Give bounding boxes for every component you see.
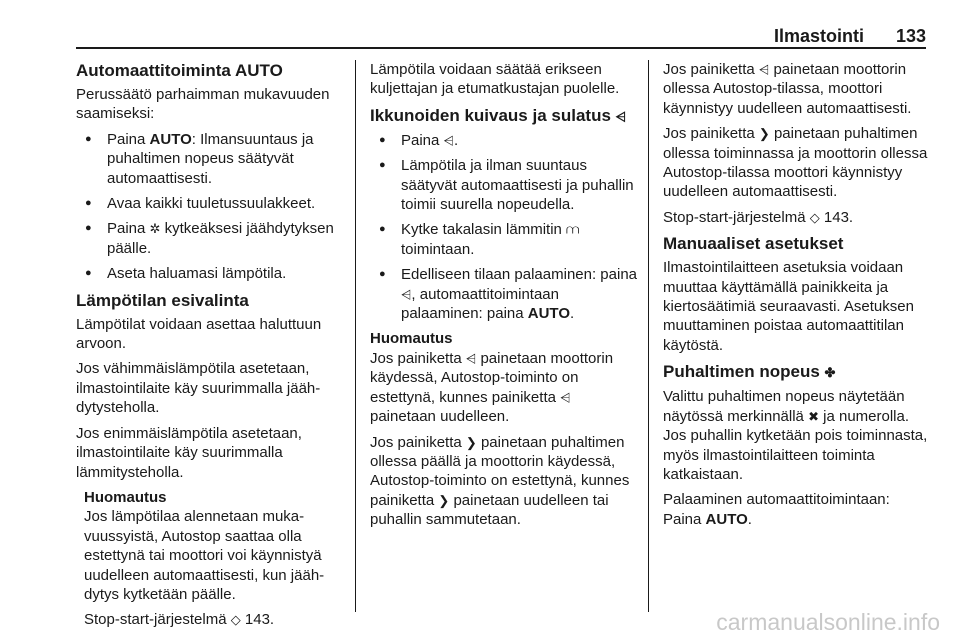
page-number: 133: [895, 26, 926, 46]
heading-manual: Manuaaliset asetukset: [663, 234, 844, 254]
paragraph: Palaaminen automaattitoimintaan:: [663, 491, 890, 509]
paragraph: Jos painiketta ❯ painetaan puhaltimen ollessa toiminnassa ja moottorin ollessa Autostop-tilassa moottori käynnistyy uudelleen automaattisesti.: [663, 125, 928, 201]
bullet-list: [76, 130, 352, 284]
column-3: [663, 60, 931, 535]
defrost-icon: ⩤: [443, 132, 454, 148]
cross-reference: Stop-start-järjestelmä ◇ 143.: [84, 611, 275, 629]
ac-icon: ✲: [149, 221, 161, 237]
fan-bold-icon: ✖: [808, 408, 819, 424]
fan-vent-icon: ❯: [438, 492, 450, 508]
paragraph: Lämpötila voidaan säätää erikseen kuljettajan ja etumatkustajan puolelle.: [370, 61, 620, 98]
paragraph: Ilmastointilaitteen asetuksia voidaan muuttaa käyttämällä painikkeita ja kiertosäätimiä seuraavasti. Asetuksen muuttaminen poistaa automaattitilan käytöstä.: [663, 259, 914, 354]
paragraph: Paina AUTO.: [663, 510, 752, 528]
column-2: [370, 60, 638, 536]
reference-arrow-icon: ◇: [809, 209, 820, 225]
column-divider: [648, 60, 649, 612]
heading-auto: Automaattitoiminta AUTO: [76, 61, 283, 80]
cross-reference: Stop-start-järjestelmä ◇ 143.: [663, 208, 854, 226]
bullet-list: [370, 131, 638, 324]
heading-preset: Lämpötilan esivalinta: [76, 290, 249, 310]
note-text: Jos painiketta ⩤ painetaan moottorin käydessä, Autostop-toiminto on estettynä, kunnes painiketta ⩤ painetaan uudelleen.: [370, 349, 614, 426]
list-item: ● Aseta haluamasi lämpötila.: [76, 264, 352, 283]
fan-icon: ✤: [824, 365, 836, 381]
note-text: Jos lämpötilaa alennetaan mukavuussyistä, Autostop saattaa olla estettynä tai moottori voi käynnistyä uudelleen automaattisesti, kun jäähdytys kytketään päälle.: [84, 508, 325, 603]
note: [370, 329, 638, 529]
note-title: Huomautus: [370, 330, 453, 348]
list-item: ● Paina ⩤.: [370, 131, 638, 150]
list-item: ● Paina AUTO: Ilmansuuntaus ja puhaltimen nopeus säätyvät automaattisesti.: [76, 130, 352, 188]
reference-arrow-icon: ◇: [230, 612, 241, 628]
heading-defog: Ikkunoiden kuivaus ja sulatus ⩤: [370, 105, 638, 128]
defrost-icon: ⩤: [758, 62, 770, 77]
heading-fan-speed: Puhaltimen nopeus ✤: [663, 361, 931, 384]
rear-window-heater-icon: ⩋: [566, 222, 580, 238]
note: [84, 488, 352, 630]
paragraph: Perussäätö parhaimman mukavuuden saamiseksi:: [76, 86, 330, 123]
watermark: carmanualsonline.info: [716, 609, 940, 635]
list-item: ● Edelliseen tilaan palaaminen: paina ⩤, automaattitoimintaan palaaminen: paina AUTO.: [370, 265, 638, 323]
fan-vent-icon: ❯: [758, 126, 770, 142]
column-divider: [355, 60, 356, 612]
paragraph: Jos painiketta ⩤ painetaan moottorin ollessa Autostop-tilassa, moottori käynnistyy uudelleen automaattisesti.: [663, 61, 912, 117]
list-item: ● Avaa kaikki tuuletussuulakkeet.: [76, 194, 352, 213]
header-rule: [76, 47, 926, 49]
defrost-icon: ⩤: [465, 350, 477, 366]
defrost-icon: ⩤: [560, 389, 571, 405]
column-1: [76, 60, 352, 636]
paragraph: Valittu puhaltimen nopeus näytetään näytössä merkinnällä ✖ ja numerolla. Jos puhallin kytketään pois toiminnasta, myös ilmastointilaitteen toiminta katkaistaan.: [663, 388, 928, 483]
paragraph: Lämpötilat voidaan asettaa haluttuun arvoon.: [76, 315, 322, 353]
note-title: Huomautus: [84, 488, 167, 506]
list-item: ● Kytke takalasin lämmitin ⩋ toimintaan.: [370, 220, 638, 259]
fan-vent-icon: ❯: [465, 434, 477, 450]
paragraph: Jos vähimmäislämpötila asetetaan, ilmastointilaite käy suurimmalla jäähdytysteholla.: [76, 360, 321, 417]
defrost-icon: ⩤: [401, 286, 412, 302]
list-item: ● Lämpötila ja ilman suuntaus säätyvät automaattisesti ja puhallin toimii suurella nopeudella.: [370, 156, 638, 214]
note-text: Jos painiketta ❯ painetaan puhaltimen ollessa päällä ja moottorin käydessä, Autostop-toiminto on estettynä, kunnes painiketta ❯ painetaan uudelleen tai puhallin sammutetaan.: [370, 433, 630, 529]
paragraph: Jos enimmäislämpötila asetetaan, ilmastointilaite käy suurimmalla lämmitysteholla.: [76, 424, 302, 481]
list-item: ● Paina ✲ kytkeäksesi jäähdytyksen päälle.: [76, 219, 352, 258]
defrost-icon: ⩤: [615, 108, 627, 124]
page-header-title: Ilmastointi: [773, 26, 864, 46]
